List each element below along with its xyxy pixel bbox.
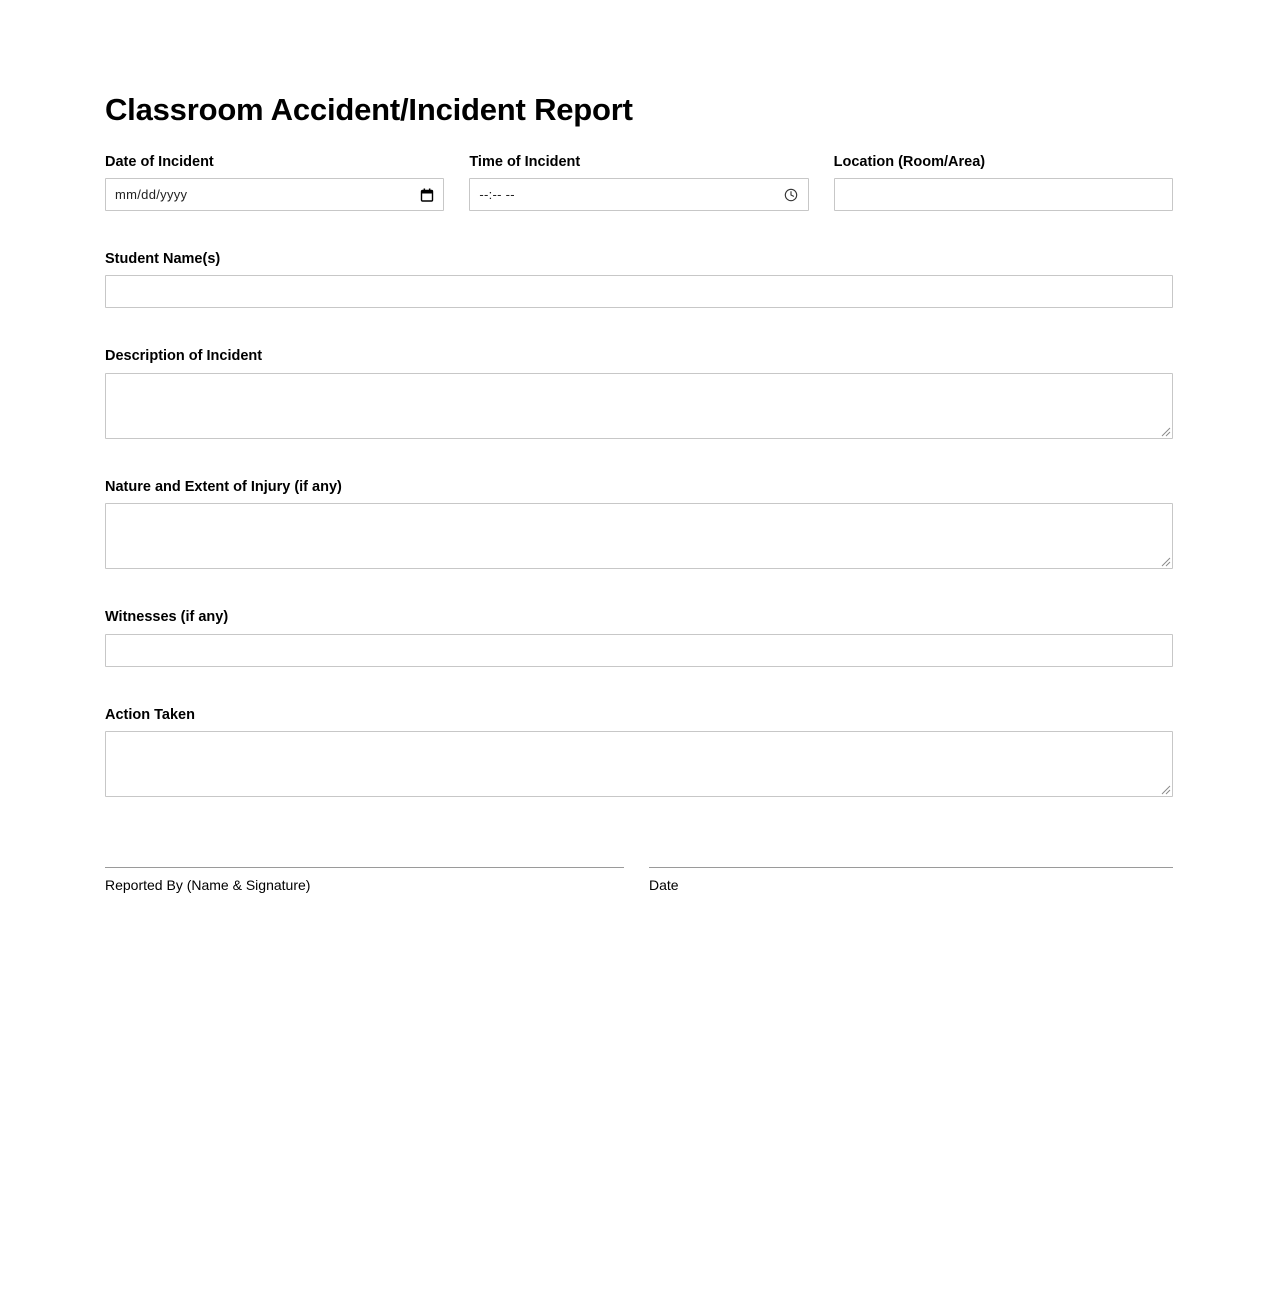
student-names-input[interactable] xyxy=(105,275,1173,308)
injury-field xyxy=(105,479,1173,569)
clock-icon[interactable] xyxy=(784,187,799,202)
time-input[interactable] xyxy=(469,178,808,211)
reported-by-block xyxy=(105,867,624,894)
description-textarea[interactable] xyxy=(105,373,1173,439)
date-of-incident-field xyxy=(105,154,444,211)
date-input[interactable] xyxy=(105,178,444,211)
time-of-incident-field xyxy=(469,154,808,211)
location-label: Location (Room/Area) xyxy=(833,153,986,170)
location-field xyxy=(834,154,1173,211)
injury-textarea[interactable] xyxy=(105,503,1173,569)
student-names-field xyxy=(105,251,1173,308)
action-taken-label: Action Taken xyxy=(105,706,195,723)
witnesses-input[interactable] xyxy=(105,634,1173,667)
student-names-label: Student Name(s) xyxy=(105,251,221,268)
signature-date-caption: Date xyxy=(649,876,679,893)
reported-by-caption: Reported By (Name & Signature) xyxy=(105,876,311,893)
location-input[interactable] xyxy=(834,178,1173,211)
date-of-incident-label: Date of Incident xyxy=(105,153,214,170)
description-label: Description of Incident xyxy=(105,348,263,365)
description-field xyxy=(105,348,1173,438)
time-of-incident-label: Time of Incident xyxy=(469,153,581,170)
reported-by-signature-line[interactable] xyxy=(105,867,624,868)
page-title: Classroom Accident/Incident Report xyxy=(105,92,633,127)
injury-label: Nature and Extent of Injury (if any) xyxy=(105,478,342,495)
signature-date-block xyxy=(649,867,1173,894)
time-input-placeholder: --:-- -- xyxy=(479,187,515,203)
signature-row xyxy=(105,867,1173,894)
date-input-placeholder: mm/dd/yyyy xyxy=(115,187,188,203)
action-taken-field xyxy=(105,707,1173,797)
incident-meta-row xyxy=(105,154,1173,211)
calendar-icon[interactable] xyxy=(419,187,434,202)
witnesses-field xyxy=(105,609,1173,666)
action-taken-textarea[interactable] xyxy=(105,731,1173,797)
witnesses-label: Witnesses (if any) xyxy=(105,609,229,626)
signature-date-line[interactable] xyxy=(649,867,1173,868)
